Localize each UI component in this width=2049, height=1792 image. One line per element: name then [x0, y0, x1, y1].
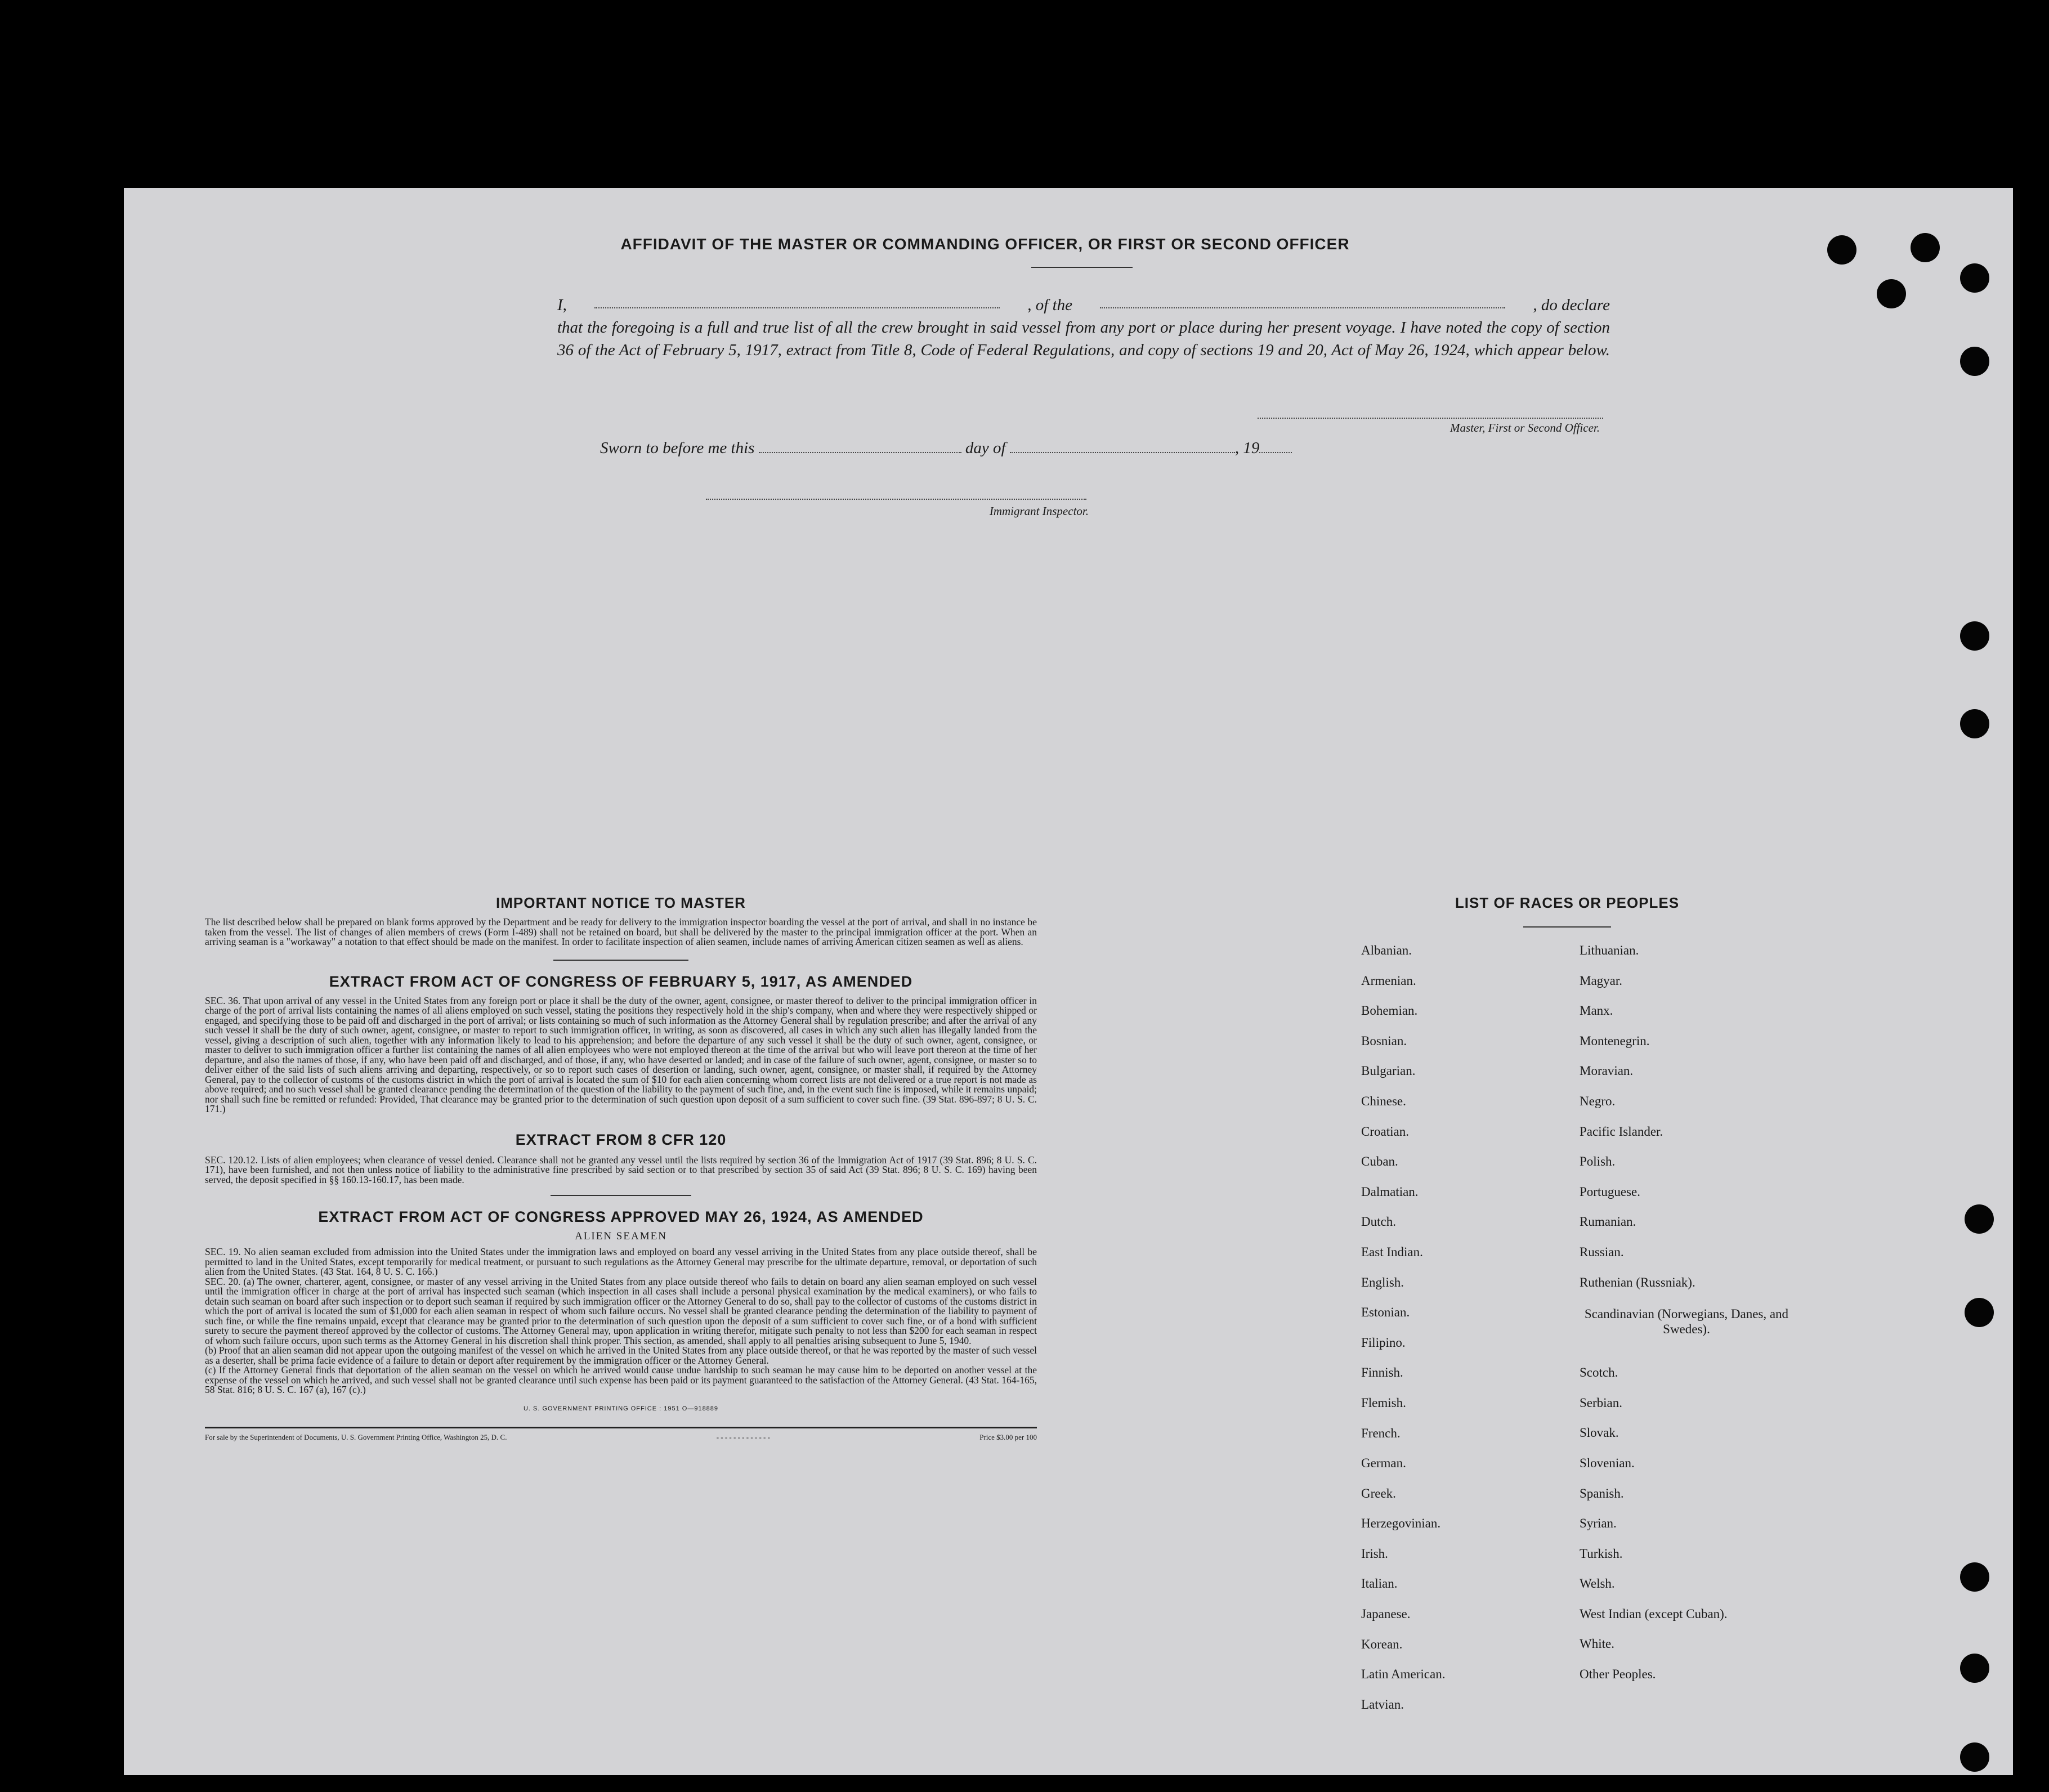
punch-hole: [1965, 1298, 1994, 1327]
race-item: East Indian.: [1361, 1244, 1423, 1259]
punch-hole: [1960, 347, 1989, 376]
footer: [205, 1433, 1037, 1442]
punch-hole: [1965, 1204, 1994, 1234]
race-item: Ruthenian (Russniak).: [1580, 1275, 1695, 1289]
sec-20-a: SEC. 20. (a) The owner, charterer, agent, consignee, or master of any vessel arriving in the United States from any place outside thereof who fails to detain on board any alien seaman employed on such vessel until the immigration officer in charge at the port of arrival has inspected such seaman (which inspection in all cases shall include a personal physical examination by the medical examiners), or who fails to detain such seaman on board after such inspection or to deport such seaman if required by such immigration officer or the Attorney General to do so, shall pay to the collector of customs of the customs district in which the port of arrival is located the sum of $1,000 for each alien seaman in respect of whom such failure occurs. No vessel shall be granted clearance pending the determination of the liability to payment of such fine, or while the fine remains unpaid, except that clearance may be granted prior to the determination of such question upon the deposit of a sum sufficient to cover such fine, or of a bond with sufficient surety to secure the payment thereof approved by the collector of customs. The Attorney General may, upon application in writing therefor, mitigate such penalty to not less than $200 for each seaman in respect of whom such failure occurs, upon such terms as the Attorney General in his discretion shall think proper. This section, as amended, shall apply to all penalties arising subsequent to June 5, 1940.: [205, 1275, 1037, 1346]
race-item: West Indian (except Cuban).: [1580, 1606, 1728, 1621]
affidavit-title: AFFIDAVIT OF THE MASTER OR COMMANDING OFFICER, OR FIRST OR SECOND OFFICER: [620, 235, 1350, 253]
race-item: Negro.: [1580, 1094, 1616, 1108]
race-item: Scotch.: [1580, 1365, 1618, 1380]
races-left-column: [1361, 942, 1445, 1726]
punch-hole: [1960, 1742, 1989, 1772]
race-item: Portuguese.: [1580, 1184, 1640, 1199]
declaration-line: [557, 294, 1610, 316]
declaration-i: I,: [557, 296, 567, 314]
inspector-caption: Immigrant Inspector.: [989, 504, 1089, 518]
affidavit-body: that the foregoing is a full and true list of all the crew brought in said vessel from any port or place during her present voyage. I have noted the copy of section 36 of the Act of February 5, 1917, extract from Title 8, Code of Federal Regulations, and copy of sections 19 and 20, Act of May 26, 1924, which appear below.: [557, 319, 1610, 359]
punch-hole: [1877, 279, 1906, 308]
name-blank[interactable]: [594, 294, 1000, 308]
divider: [551, 1195, 691, 1196]
race-item: Manx.: [1580, 1003, 1613, 1018]
race-item: Albanian.: [1361, 943, 1412, 957]
race-item: Italian.: [1361, 1576, 1398, 1591]
punch-hole: [1960, 621, 1989, 651]
race-item: Serbian.: [1580, 1395, 1623, 1410]
punch-hole: [1960, 1654, 1989, 1683]
race-item: Turkish.: [1580, 1546, 1623, 1561]
races-right-column: [1580, 942, 1793, 1696]
race-item: Other Peoples.: [1580, 1667, 1656, 1682]
race-item: Slovak.: [1580, 1426, 1619, 1440]
race-item: Lithuanian.: [1580, 943, 1639, 957]
punch-hole: [1960, 709, 1989, 738]
race-item: Greek.: [1361, 1486, 1396, 1500]
race-item: Herzegovinian.: [1361, 1516, 1441, 1531]
race-item: Chinese.: [1361, 1094, 1406, 1108]
punch-hole: [1911, 233, 1940, 262]
alien-seamen-subtitle: ALIEN SEAMEN: [575, 1230, 667, 1242]
race-item: Russian.: [1580, 1244, 1624, 1259]
race-item: Japanese.: [1361, 1607, 1411, 1621]
vessel-blank[interactable]: [1100, 294, 1505, 308]
extract-1924-title: EXTRACT FROM ACT OF CONGRESS APPROVED MAY 26, 1924, AS AMENDED: [318, 1208, 924, 1225]
master-caption: Master, First or Second Officer.: [1450, 421, 1600, 434]
footer-sale-text: For sale by the Superintendent of Documents, U. S. Government Printing Office, Washington 25, D. C.: [205, 1432, 507, 1441]
master-signature-line[interactable]: [1258, 418, 1603, 419]
year-blank[interactable]: [1259, 438, 1292, 453]
race-item: Pacific Islander.: [1580, 1124, 1663, 1139]
punch-hole: [1827, 235, 1856, 265]
race-item: Latvian.: [1361, 1697, 1404, 1712]
sworn-line: [600, 438, 1292, 458]
declaration-of: , of the: [1027, 296, 1073, 314]
race-item: Slovenian.: [1580, 1455, 1635, 1470]
declaration-declare: , do declare: [1533, 296, 1610, 314]
form-page: [124, 188, 2013, 1775]
footer-price: Price $3.00 per 100: [979, 1432, 1037, 1441]
races-title: LIST OF RACES OR PEOPLES: [1455, 894, 1680, 911]
race-item: Welsh.: [1580, 1576, 1615, 1591]
punch-hole: [1960, 263, 1989, 293]
race-item: English.: [1361, 1275, 1404, 1289]
day-of-text: day of: [965, 439, 1006, 457]
race-item: Bosnian.: [1361, 1033, 1407, 1048]
inspector-signature-line[interactable]: [706, 499, 1086, 500]
race-item: Spanish.: [1580, 1486, 1624, 1500]
race-item: Polish.: [1580, 1154, 1616, 1169]
affidavit-text: [557, 294, 1610, 361]
extract-1917-body: SEC. 36. That upon arrival of any vessel in the United States from any foreign port or place it shall be the duty of the owner, agent, consignee, or master thereof to deliver to the principal immigration officer in charge of the port of arrival lists containing the names of all aliens employed on such vessel, stating the positions they respectively hold in the ship's company, when and where they were respectively shipped or engaged, and specifying those to be paid off and discharged in the port of arrival; or lists containing so much of such information as the Attorney General shall by regulation prescribe; and after the arrival of any such vessel it shall be the duty of such owner, agent, consignee, or master to report to such immigration officer, in writing, as soon as discovered, all cases in which any such alien has illegally landed from the vessel, giving a description of such alien, together with any information likely to lead to his apprehension; and before the departure of any such vessel it shall be the duty of such owner, agent, consignee, or master to deliver to such immigration officer a further list containing the names of all alien employees who were not employed thereon at the time of the arrival but who will leave port thereon at the time of her departure, and also the names of those, if any, who have been paid off and discharged, and of those, if any, who have deserted or landed; and in case of the failure of such owner, agent, consignee, or master so to deliver either of the said lists of such aliens arriving and departing, respectively, or so to report such cases of desertion or landing, such owner, agent, consignee, or master shall, if required by the Attorney General, pay to the collector of customs of the customs district in which the port of arrival is located the sum of $10 for each alien concerning whom correct lists are not delivered or a true report is not made as above required; and no such vessel shall be granted clearance pending the determination of the question of the liability to the payment of such fine, and, in the event such fine is imposed, while it remains unpaid; nor shall such fine be remitted or refunded: Provided, That clearance may be granted prior to the determination of such question upon deposit of a sum sufficient to cover such fine. (39 Stat. 896-897; 8 U. S. C. 171.): [205, 994, 1037, 1114]
divider: [1523, 926, 1611, 928]
race-item: German.: [1361, 1456, 1406, 1471]
extract-cfr-title: EXTRACT FROM 8 CFR 120: [515, 1131, 727, 1148]
race-item: Irish.: [1361, 1546, 1388, 1561]
race-item: Finnish.: [1361, 1365, 1403, 1380]
race-item: Bohemian.: [1361, 1003, 1418, 1018]
race-item: Latin American.: [1361, 1667, 1446, 1682]
race-item: Dutch.: [1361, 1215, 1396, 1229]
race-item: Filipino.: [1361, 1335, 1406, 1350]
sec-20-c: (c) If the Attorney General finds that deportation of the alien seaman on the vessel on which he arrived would cause undue hardship to such seaman he may cause him to be deported on another vessel at the expense of the vessel on which he arrived, and such vessel shall not be granted clearance until such expense has been paid or its payment guaranteed to the satisfaction of the Attorney General. (43 Stat. 164-165, 58 Stat. 816; 8 U. S. C. 167 (a), 167 (c).): [205, 1364, 1037, 1395]
race-item: Cuban.: [1361, 1154, 1398, 1169]
punch-hole: [1960, 1562, 1989, 1592]
race-item: Flemish.: [1361, 1395, 1406, 1410]
sworn-text: Sworn to before me this: [600, 439, 755, 457]
race-item: Bulgarian.: [1361, 1064, 1416, 1078]
month-blank[interactable]: [1010, 438, 1235, 453]
race-item: Magyar.: [1580, 973, 1623, 988]
notice-title: IMPORTANT NOTICE TO MASTER: [496, 894, 746, 911]
race-item: Estonian.: [1361, 1305, 1410, 1320]
notice-body: The list described below shall be prepared on blank forms approved by the Department and be ready for delivery to the immigration inspector boarding the vessel at the port of arrival, and shall in no instance be taken from the vessel. The list of changes of alien members of crews (Form I-489) shall not be retained on board, but shall be delivered by the master to the principal immigration officer at the port. When an arriving seaman is a "workaway" a notation to that effect should be made on the manifest. In order to facilitate inspection of alien seamen, include names of arriving American citizen seamen as well as aliens.: [205, 916, 1037, 947]
race-item: Montenegrin.: [1580, 1033, 1650, 1048]
divider: [1031, 267, 1133, 268]
sec-20-b: (b) Proof that an alien seaman did not appear upon the outgoing manifest of the vessel on which he arrived in the United States from any place outside thereof, or that he was reported by the master of such vessel as a deserter, shall be prima facie evidence of a failure to detain or deport after requirement by the immigration officer or the Attorney General.: [205, 1345, 1037, 1366]
notice-column: [205, 894, 1037, 1442]
race-item: Moravian.: [1580, 1064, 1634, 1078]
sec-19: SEC. 19. No alien seaman excluded from admission into the United States under the immigration laws and employed on board any vessel arriving in the United States from any place outside thereof, shall be permitted to land in the United States, except temporarily for medical treatment, or pursuant to such regulations as the Attorney General may prescribe for the ultimate departure, removal, or deportation of such alien from the United States. (43 Stat. 164, 8 U. S. C. 166.): [205, 1246, 1037, 1277]
race-item: Croatian.: [1361, 1124, 1409, 1139]
race-item: French.: [1361, 1426, 1401, 1440]
year-prefix: , 19: [1234, 439, 1260, 457]
race-item: Syrian.: [1580, 1516, 1617, 1531]
printing-office-note: U. S. GOVERNMENT PRINTING OFFICE : 1951 O—918889: [523, 1405, 719, 1412]
race-item: Armenian.: [1361, 973, 1416, 988]
day-blank[interactable]: [759, 438, 961, 453]
race-item: White.: [1580, 1637, 1614, 1651]
footer-dashes: - - - - - - - - - - - - -: [716, 1432, 770, 1441]
race-item: Dalmatian.: [1361, 1184, 1419, 1199]
extract-cfr-body: SEC. 120.12. Lists of alien employees; when clearance of vessel denied. Clearance shall not be granted any vessel until the lists required by section 36 of the Immigration Act of 1917 (39 Stat. 896; 8 U. S. C. 171), have been furnished, and not then unless notice of liability to the administrative fine prescribed by said section or to that prescribed by section 35 of said Act (39 Stat. 896; 8 U. S. C. 169) having been served, the deposit specified in §§ 160.13-160.17, has been made.: [205, 1154, 1037, 1185]
race-item: Scandinavian (Norwegians, Danes, and Swedes).: [1584, 1307, 1789, 1337]
footer-rule: [205, 1427, 1037, 1428]
race-item: Rumanian.: [1580, 1215, 1636, 1229]
race-item: Korean.: [1361, 1637, 1403, 1651]
extract-1917-title: EXTRACT FROM ACT OF CONGRESS OF FEBRUARY 5, 1917, AS AMENDED: [329, 973, 913, 990]
divider: [553, 960, 688, 961]
